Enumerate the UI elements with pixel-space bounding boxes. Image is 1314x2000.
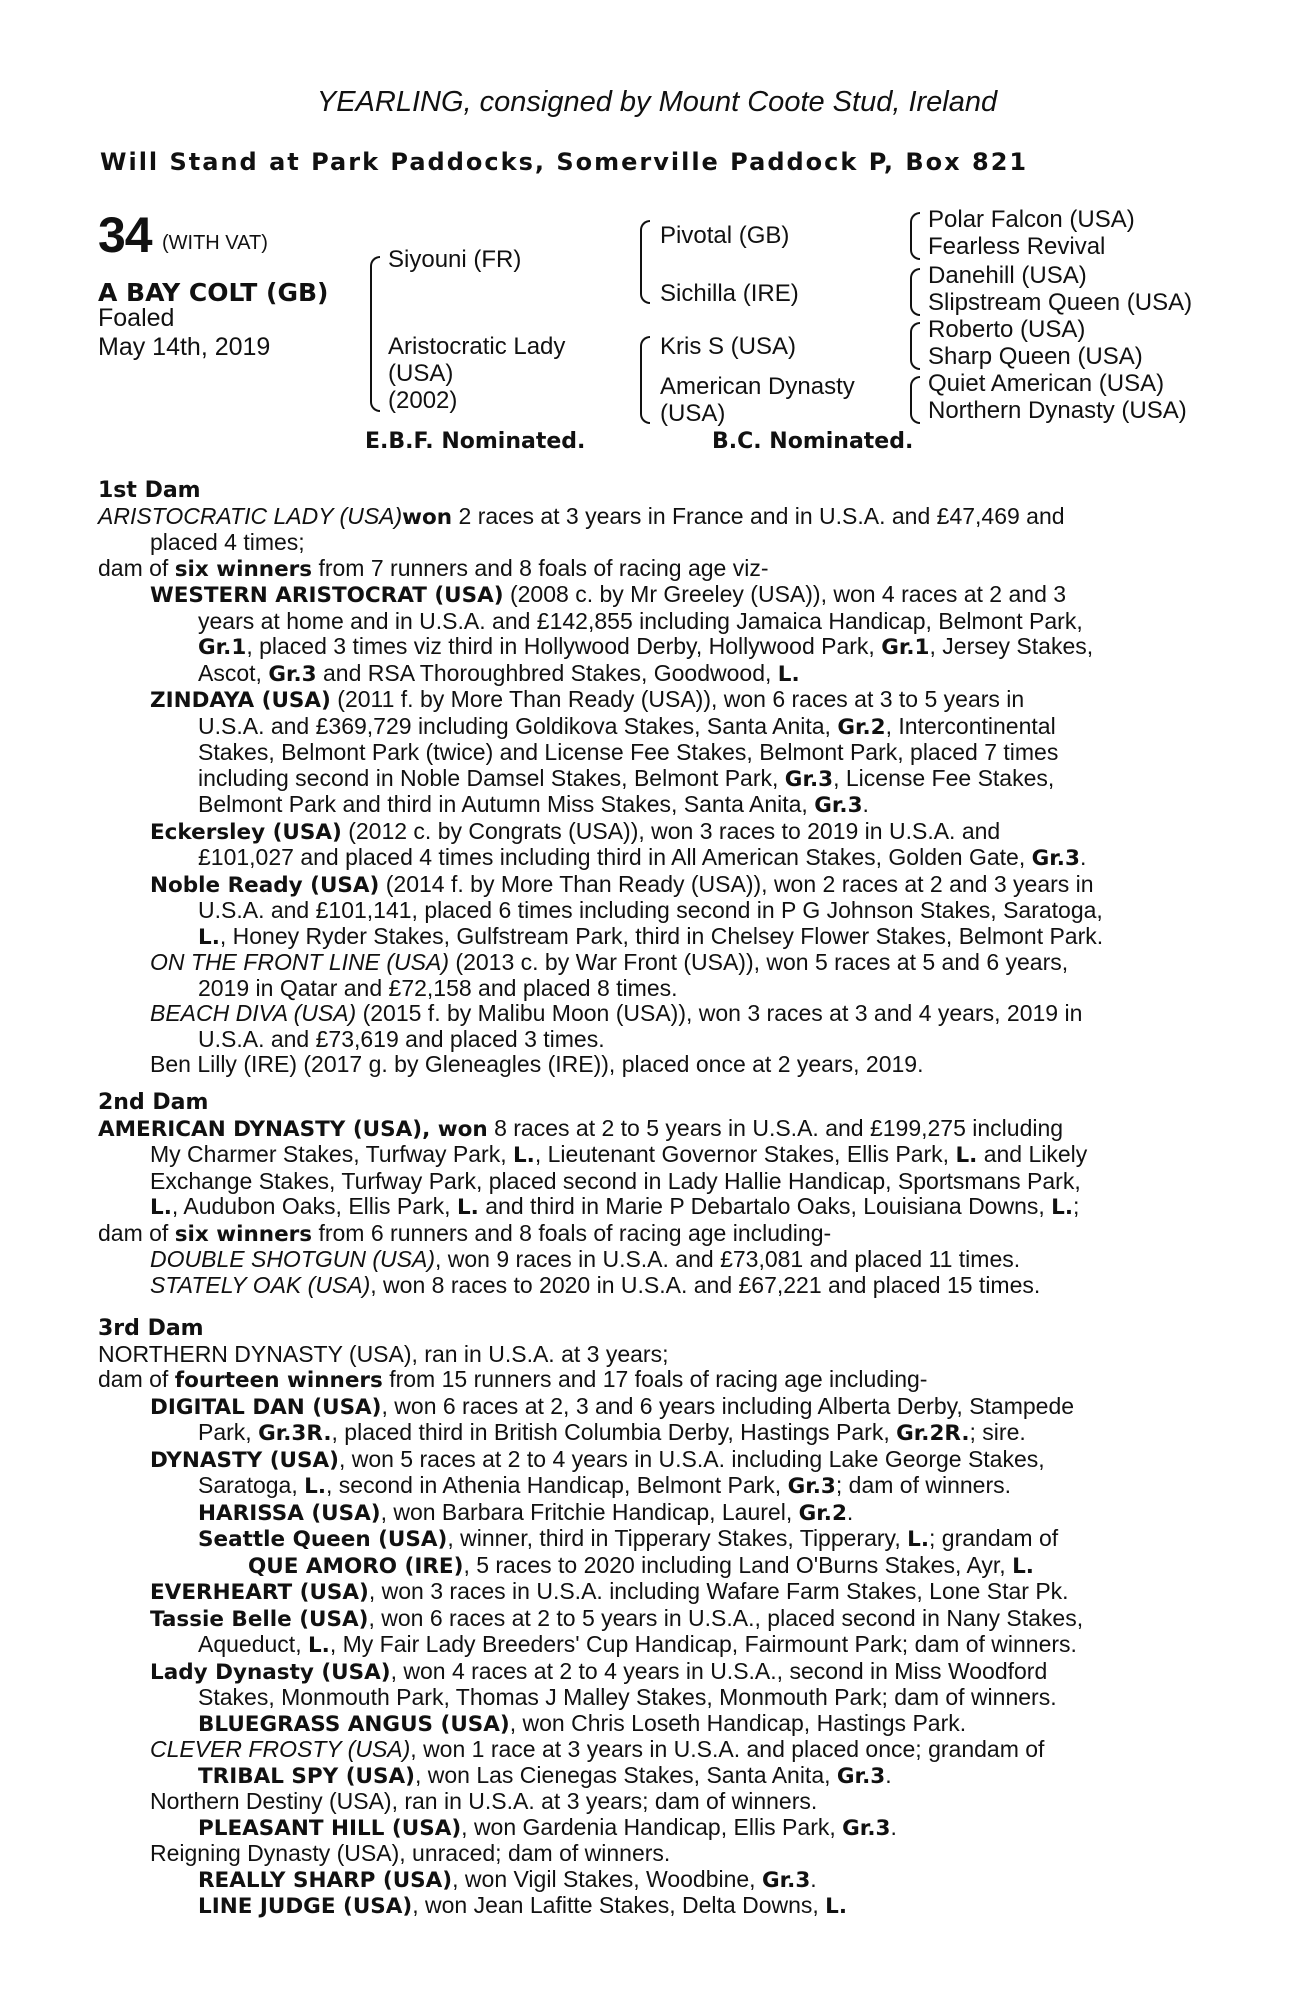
grade-label: Gr.3	[1031, 846, 1080, 871]
winners-count: six winners	[174, 556, 313, 582]
progeny-record: , won 8 races to 2020 in U.S.A. and £67,221 and placed 15 times.	[370, 1271, 1041, 1298]
progeny-name: QUE AMORO (IRE)	[248, 1553, 464, 1579]
pedigree-ddd: Northern Dynasty (USA)	[928, 397, 1187, 424]
progeny-record: Stakes, Belmont Park (twice) and License Fee Stakes, Belmont Park, placed 7 times	[198, 739, 1059, 765]
bc-nominated: B.C. Nominated.	[712, 429, 914, 454]
section-heading: 2nd Dam	[98, 1090, 209, 1115]
grade-label: Gr.1	[881, 635, 930, 660]
progeny-name: CLEVER FROSTY (USA)	[150, 1736, 411, 1762]
listed-label: L.	[307, 1633, 330, 1658]
progeny-record: , won 5 races at 2 to 4 years in U.S.A. including Lake George Stakes,	[338, 1445, 1045, 1472]
progeny-record: , won 6 races at 2, 3 and 6 years including Alberta Derby, Stampede	[381, 1392, 1075, 1419]
listed-label: L.	[825, 1894, 848, 1919]
grade-label: Gr.3	[761, 1867, 811, 1893]
dam-record: 2 races at 3 years in France and in U.S.A. and £47,469 and	[452, 502, 1065, 529]
progeny-record: years at home and in U.S.A. and £142,855 including Jamaica Handicap, Belmont Park,	[198, 607, 1083, 634]
progeny-record: , won Vigil Stakes, Woodbine,	[452, 1865, 762, 1892]
progeny-name: TRIBAL SPY (USA)	[198, 1763, 415, 1789]
foaled-date: May 14th, 2019	[98, 333, 271, 361]
progeny-name: PLEASANT HILL (USA)	[198, 1815, 462, 1841]
progeny-entry: Reigning Dynasty (USA), unraced; dam of winners.	[150, 1840, 671, 1866]
foaled-info	[98, 304, 270, 362]
progeny-record: (2013 c. by War Front (USA)), won 5 races at 5 and 6 years,	[449, 949, 1069, 975]
progeny-name: DIGITAL DAN (USA)	[150, 1394, 382, 1420]
dam-record: ;	[1073, 1193, 1080, 1219]
progeny-record: .	[810, 1865, 817, 1892]
dam-record: My Charmer Stakes, Turfway Park,	[150, 1141, 513, 1167]
progeny-record: , won 9 races in U.S.A. and £73,081 and placed 11 times.	[434, 1246, 1021, 1272]
progeny-name: DYNASTY (USA)	[150, 1447, 339, 1473]
progeny-name: ON THE FRONT LINE (USA)	[150, 949, 450, 975]
progeny-record: , 5 races to 2020 including Land O'Burns Stakes, Ayr,	[463, 1551, 1013, 1578]
progeny-record: Aqueduct,	[198, 1631, 308, 1657]
listed-label: L.	[1012, 1553, 1034, 1579]
pedigree-brace	[910, 322, 920, 370]
grade-label: Gr.3	[784, 766, 834, 792]
lot-title: A BAY COLT (GB)	[98, 278, 329, 307]
dam-name: AMERICAN DYNASTY (USA)	[98, 1116, 423, 1142]
third-dam-section	[98, 1316, 1208, 1920]
lot-number: 34	[98, 207, 152, 263]
progeny-record: (2014 f. by More Than Ready (USA)), won 2 races at 2 and 3 years in	[379, 870, 1094, 897]
pedigree-dam-name: Aristocratic Lady	[388, 333, 566, 360]
pedigree-brace	[910, 212, 920, 260]
progeny-record: Saratoga,	[198, 1472, 305, 1498]
progeny-name: LINE JUDGE (USA)	[198, 1894, 413, 1919]
progeny-record: .	[1079, 844, 1087, 870]
produce-intro: dam of	[98, 1366, 175, 1392]
progeny-record: , won Gardenia Handicap, Ellis Park,	[461, 1813, 843, 1840]
progeny-record: and RSA Thoroughbred Stakes, Goodwood,	[316, 659, 778, 686]
pedigree-dss: Roberto (USA)	[928, 316, 1086, 343]
pedigree-dam	[388, 333, 565, 414]
progeny-record: , won Chris Loseth Handicap, Hastings Park.	[509, 1709, 967, 1736]
progeny-name: Lady Dynasty (USA)	[150, 1659, 391, 1685]
progeny-record: , winner, third in Tipperary Stakes, Tipperary,	[447, 1525, 908, 1551]
grade-label: Gr.1	[198, 635, 247, 660]
consignment-heading: YEARLING, consigned by Mount Coote Stud, Ireland	[316, 86, 998, 118]
progeny-name: BLUEGRASS ANGUS (USA)	[198, 1711, 510, 1737]
progeny-record: ; dam of winners.	[835, 1472, 1012, 1498]
progeny-record: Ascot,	[198, 659, 269, 686]
pedigree-dam-dam	[660, 373, 855, 427]
progeny-record: (2011 f. by More Than Ready (USA)), won 6 races at 3 to 5 years in	[330, 686, 1025, 712]
progeny-record: , License Fee Stakes,	[833, 764, 1055, 791]
first-dam-section	[98, 478, 1208, 1078]
produce-intro: dam of	[98, 1219, 175, 1246]
pedigree-sdd: Slipstream Queen (USA)	[928, 289, 1193, 316]
progeny-record: (2015 f. by Malibu Moon (USA)), won 3 races at 3 and 4 years, 2019 in	[356, 1000, 1083, 1026]
pedigree-dam-dam-country: (USA)	[660, 400, 726, 427]
progeny-record: , Honey Ryder Stakes, Gulfstream Park, third in Chelsey Flower Stakes, Belmont Park.	[219, 922, 1104, 949]
listed-label: L.	[198, 924, 220, 950]
vat-note: (WITH VAT)	[162, 232, 268, 254]
dam-record: , Lieutenant Governor Stakes, Ellis Park,	[534, 1141, 956, 1167]
listed-label: L.	[1051, 1195, 1074, 1220]
dam-record: and Likely	[977, 1141, 1088, 1167]
pedigree-sds: Danehill (USA)	[928, 262, 1087, 289]
dam-record: NORTHERN DYNASTY (USA), ran in U.S.A. at 3 years;	[98, 1340, 669, 1367]
progeny-name: BEACH DIVA (USA)	[150, 1000, 357, 1026]
progeny-record: U.S.A. and £73,619 and placed 3 times.	[198, 1025, 605, 1052]
won-label: , won	[422, 1116, 488, 1142]
progeny-record: , won Las Cienegas Stakes, Santa Anita,	[414, 1761, 837, 1788]
progeny-record: .	[846, 1498, 854, 1525]
pedigree-sss: Polar Falcon (USA)	[928, 206, 1135, 233]
pedigree-sire-dam: Sichilla (IRE)	[660, 280, 799, 307]
produce-intro-rest: from 15 runners and 17 foals of racing age including-	[382, 1366, 928, 1392]
progeny-record: £101,027 and placed 4 times including third in All American Stakes, Golden Gate,	[198, 844, 1032, 870]
listed-label: L.	[304, 1474, 327, 1499]
listed-label: L.	[777, 661, 800, 687]
progeny-record: , won 6 races at 2 to 5 years in U.S.A., placed second in Nany Stakes,	[368, 1604, 1084, 1631]
pedigree-dam-sire: Kris S (USA)	[660, 333, 797, 360]
progeny-record: ; sire.	[969, 1419, 1026, 1445]
produce-intro-rest: from 7 runners and 8 foals of racing age viz-	[312, 554, 769, 581]
section-heading: 1st Dam	[98, 478, 201, 503]
progeny-entry: Northern Destiny (USA), ran in U.S.A. at 3 years; dam of winners.	[150, 1788, 818, 1814]
listed-label: L.	[512, 1143, 535, 1168]
progeny-name: Noble Ready (USA)	[150, 872, 380, 898]
listed-label: L.	[907, 1527, 929, 1552]
progeny-name: EVERHEART (USA)	[150, 1580, 369, 1605]
listed-label: L.	[150, 1195, 172, 1220]
pedigree-brace	[640, 220, 650, 304]
progeny-record: , placed third in British Columbia Derby, Hastings Park,	[331, 1419, 897, 1445]
winners-count: fourteen winners	[174, 1368, 383, 1393]
dam-record: , Audubon Oaks, Ellis Park,	[171, 1193, 457, 1219]
dam-record: 8 races at 2 to 5 years in U.S.A. and £199,275 including	[487, 1114, 1064, 1141]
progeny-name: Seattle Queen (USA)	[198, 1527, 448, 1552]
progeny-record: Park,	[198, 1419, 259, 1445]
produce-intro: dam of	[98, 554, 175, 581]
listed-label: L.	[456, 1195, 479, 1220]
progeny-record: , won 4 races at 2 to 4 years in U.S.A., second in Miss Woodford	[390, 1657, 1048, 1684]
progeny-name: Eckersley (USA)	[150, 819, 342, 845]
progeny-name: WESTERN ARISTOCRAT (USA)	[150, 583, 504, 608]
foaled-label: Foaled	[98, 304, 175, 332]
progeny-record: , My Fair Lady Breeders' Cup Handicap, Fairmount Park; dam of winners.	[329, 1631, 1077, 1657]
pedigree-ssd: Fearless Revival	[928, 233, 1106, 260]
progeny-name: ZINDAYA (USA)	[150, 688, 331, 713]
dam-name: ARISTOCRATIC LADY (USA)	[98, 502, 403, 529]
second-dam-section	[98, 1090, 1208, 1298]
progeny-name: REALLY SHARP (USA)	[198, 1867, 453, 1893]
progeny-name: DOUBLE SHOTGUN (USA)	[150, 1246, 435, 1272]
grade-label: Gr.2	[798, 1500, 847, 1526]
progeny-record: 2019 in Qatar and £72,158 and placed 8 times.	[198, 974, 678, 1001]
grade-label: Gr.3	[842, 1815, 891, 1841]
progeny-record: Belmont Park and third in Autumn Miss Stakes, Santa Anita,	[198, 791, 815, 817]
grade-label: Gr.3	[268, 661, 317, 687]
progeny-record: .	[890, 1813, 897, 1840]
pedigree-dds: Quiet American (USA)	[928, 370, 1165, 397]
progeny-record: U.S.A. and £101,141, placed 6 times including second in P G Johnson Stakes, Saratoga,	[198, 897, 1103, 923]
pedigree-sire: Siyouni (FR)	[388, 246, 522, 273]
ebf-nominated: E.B.F. Nominated.	[365, 429, 586, 454]
section-heading: 3rd Dam	[98, 1316, 204, 1341]
progeny-record: , won 3 races in U.S.A. including Wafare Farm Stakes, Lone Star Pk.	[368, 1578, 1069, 1604]
progeny-record: Stakes, Monmouth Park, Thomas J Malley Stakes, Monmouth Park; dam of winners.	[198, 1684, 1057, 1710]
winners-count: six winners	[174, 1221, 313, 1247]
progeny-record: , Intercontinental	[885, 712, 1056, 739]
pedigree-brace	[910, 376, 920, 424]
progeny-record: , Jersey Stakes,	[929, 633, 1094, 659]
pedigree-brace	[370, 256, 380, 412]
grade-label: Gr.3R.	[258, 1421, 332, 1446]
progeny-record: , won 1 race at 3 years in U.S.A. and placed once; grandam of	[410, 1736, 1045, 1762]
pedigree-dam-year: (2002)	[388, 387, 458, 414]
stand-location: Will Stand at Park Paddocks, Somerville Paddock P, Box 821	[100, 148, 1029, 176]
dam-record-cont: placed 4 times;	[150, 529, 305, 555]
pedigree-brace	[640, 336, 650, 424]
pedigree-sire-sire: Pivotal (GB)	[660, 222, 790, 249]
pedigree-brace	[910, 268, 920, 316]
progeny-record: .	[885, 1761, 892, 1788]
progeny-record: (2012 c. by Congrats (USA)), won 3 races to 2019 in U.S.A. and	[341, 817, 1001, 844]
progeny-name: HARISSA (USA)	[198, 1500, 381, 1526]
progeny-record: ; grandam of	[929, 1525, 1059, 1551]
progeny-record: , placed 3 times viz third in Hollywood Derby, Hollywood Park,	[246, 633, 882, 659]
listed-label: L.	[955, 1143, 978, 1168]
produce-intro-rest: from 6 runners and 8 foals of racing age including-	[312, 1219, 832, 1246]
progeny-record: .	[862, 791, 869, 817]
progeny-record: U.S.A. and £369,729 including Goldikova Stakes, Santa Anita,	[198, 712, 838, 739]
pedigree-dsd: Sharp Queen (USA)	[928, 343, 1143, 370]
progeny-record: , second in Athenia Handicap, Belmont Park,	[326, 1472, 788, 1498]
pedigree-dam-dam-name: American Dynasty	[660, 373, 855, 400]
progeny-record: (2008 c. by Mr Greeley (USA)), won 4 races at 2 and 3	[503, 581, 1067, 607]
progeny-record: , won Barbara Fritchie Handicap, Laurel,	[380, 1498, 799, 1525]
progeny-record: including second in Noble Damsel Stakes, Belmont Park,	[198, 764, 785, 791]
progeny-name: Tassie Belle (USA)	[150, 1606, 369, 1632]
grade-label: Gr.3	[787, 1474, 836, 1499]
progeny-entry: Ben Lilly (IRE) (2017 g. by Gleneagles (IRE)), placed once at 2 years, 2019.	[150, 1051, 924, 1077]
progeny-record: , won Jean Lafitte Stakes, Delta Downs,	[412, 1892, 826, 1918]
pedigree-dam-country: (USA)	[388, 360, 454, 387]
dam-record: and third in Marie P Debartalo Oaks, Louisiana Downs,	[478, 1193, 1052, 1219]
grade-label: Gr.2	[837, 714, 886, 740]
won-label: won	[402, 504, 453, 530]
grade-label: Gr.3	[836, 1763, 886, 1789]
grade-label: Gr.2R.	[896, 1421, 970, 1446]
dam-record: Exchange Stakes, Turfway Park, placed second in Lady Hallie Handicap, Sportsmans Park,	[150, 1167, 1081, 1194]
progeny-name: STATELY OAK (USA)	[150, 1271, 371, 1298]
grade-label: Gr.3	[814, 793, 863, 818]
